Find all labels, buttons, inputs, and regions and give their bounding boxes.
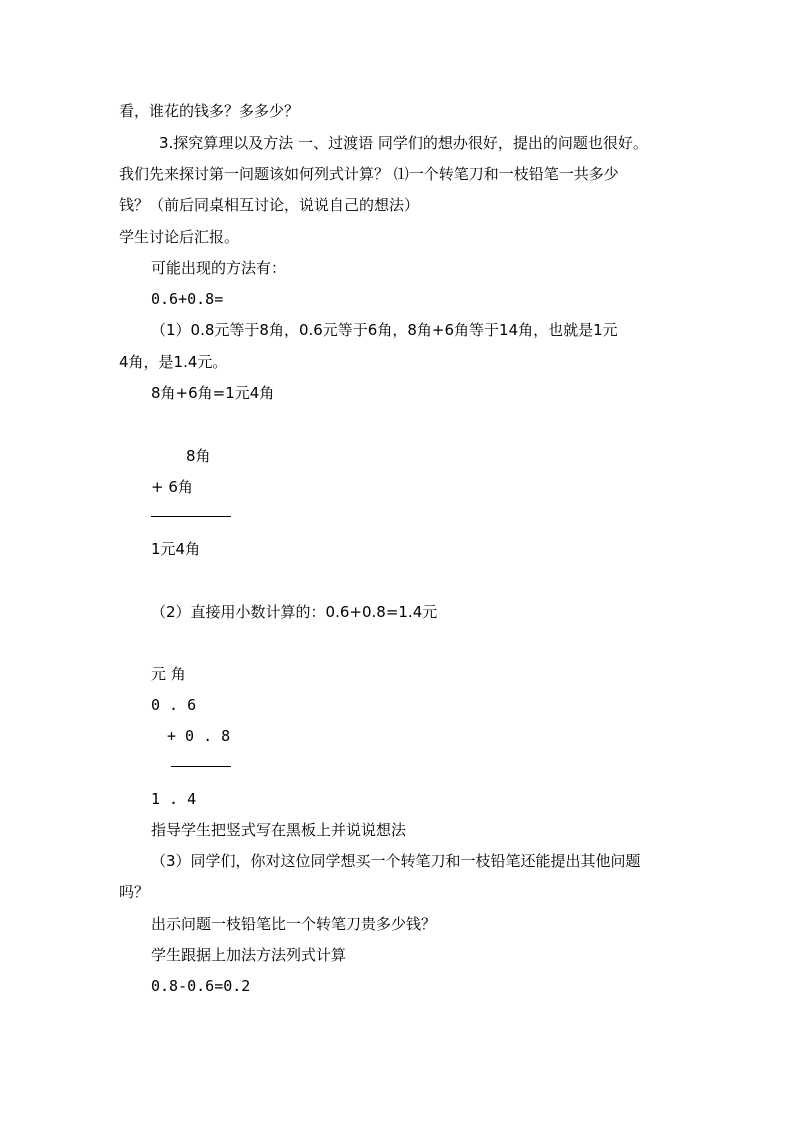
- vertical-calc-1-top: 8角: [186, 447, 211, 465]
- vertical-calc-1-result: 1元4角: [151, 540, 201, 558]
- text-line-7: 0.6+0.8=: [151, 290, 224, 308]
- text-line-8: （1）0.8元等于8角，0.6元等于6角，8角+6角等于14角，也就是1元: [151, 321, 618, 339]
- text-line-10: 8角+6角=1元4角: [151, 384, 275, 402]
- vertical-calc-2-rule: [171, 766, 231, 767]
- text-line-5: 学生讨论后汇报。: [119, 228, 240, 246]
- vertical-calc-2-top: 0 . 6: [151, 696, 197, 714]
- text-line-24: 0.8-0.6=0.2: [151, 977, 251, 995]
- text-line-23: 学生跟据上加法方法列式计算: [151, 946, 347, 964]
- text-line-6: 可能出现的方法有：: [151, 259, 287, 277]
- vertical-calc-1-rule: [151, 516, 231, 517]
- vertical-calc-2-header: 元 角: [151, 665, 186, 683]
- text-line-2: 3.探究算理以及方法 一、过渡语 同学们的想办很好，提出的问题也很好。: [159, 134, 648, 152]
- text-line-3: 我们先来探讨第一问题该如何列式计算？ ⑴一个转笔刀和一枝铅笔一共多少: [119, 165, 619, 183]
- text-line-21: 吗？: [119, 883, 150, 901]
- text-line-19: 指导学生把竖式写在黑板上并说说想法: [151, 821, 407, 839]
- text-line-1: 看，谁花的钱多？多多少？: [119, 102, 300, 120]
- vertical-calc-2-addend: + 0 . 8: [167, 727, 231, 745]
- vertical-calc-2-result: 1 . 4: [151, 790, 197, 808]
- text-line-20: （3）同学们，你对这位同学想买一个转笔刀和一枝铅笔还能提出其他问题: [151, 852, 641, 870]
- vertical-calc-1-addend: + 6角: [151, 478, 193, 496]
- text-line-22: 出示问题一枝铅笔比一个转笔刀贵多少钱？: [151, 915, 437, 933]
- text-line-4: 钱？（前后同桌相互讨论，说说自己的想法）: [119, 196, 420, 214]
- text-line-9: 4角，是1.4元。: [119, 353, 228, 371]
- text-line-14: （2）直接用小数计算的：0.6+0.8=1.4元: [151, 603, 438, 621]
